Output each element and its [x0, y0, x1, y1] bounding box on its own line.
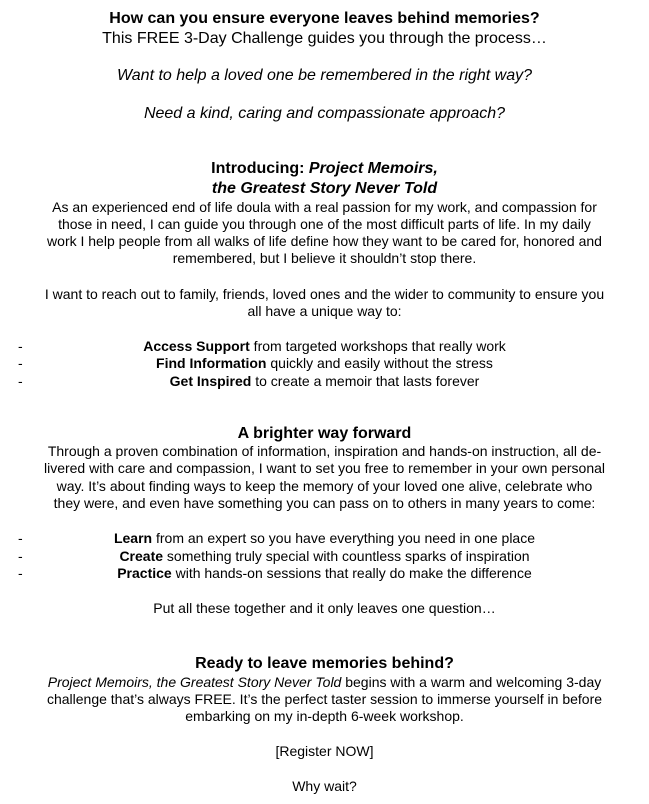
bullet-bold: Get Inspired [169, 373, 252, 389]
intro-paragraph-line: remembered, but I believe it shouldn’t stop there. [172, 250, 477, 266]
question-approach: Need a kind, caring and compassionate approach? [143, 105, 506, 122]
intro-heading-name-1: Project Memoirs, [308, 160, 438, 177]
why-wait-text: Why wait? [292, 778, 357, 794]
ready-project-name: Project Memoirs, the Greatest Story Never Told [47, 674, 342, 690]
bullet-dash: - [18, 530, 23, 546]
intro-paragraph-line: work I help people from all walks of life define how they want to be cared for, honored and [47, 233, 602, 249]
forward-paragraph-line: livered with care and compassion, I want to set you free to remember in your own personal [43, 460, 606, 476]
ready-paragraph-line: challenge that’s always FREE. It’s the perfect taster session to immerse yourself in before [46, 691, 603, 707]
list-item [0, 530, 649, 547]
ready-heading: Ready to leave memories behind? [195, 655, 454, 672]
ready-paragraph-line: embarking on my in-depth 6-week workshop. [185, 708, 464, 724]
page-subtitle: This FREE 3-Day Challenge guides you through the process… [102, 30, 547, 47]
forward-paragraph-line: they were, and even have something you can pass on to others in many years to come: [53, 495, 596, 511]
intro-paragraph-2-line: I want to reach out to family, friends, loved ones and the wider to community to ensure you [44, 286, 605, 302]
intro-paragraph-line: As an experienced end of life doula with a real passion for my work, and compassion for [52, 199, 597, 215]
bullet-bold: Learn [113, 530, 153, 546]
list-item [0, 355, 649, 372]
bullet-dash: - [18, 373, 23, 389]
ready-line-1-rest: begins with a warm and welcoming 3-day [341, 674, 602, 690]
list-item [0, 548, 649, 565]
intro-heading-line-2: the Greatest Story Never Told [211, 180, 438, 197]
intro-paragraph-line: those in need, I can guide you through one of the most difficult parts of life. In my daily [58, 216, 591, 232]
bullet-bold: Access Support [143, 338, 250, 354]
bullet-text: quickly and easily without the stress [266, 355, 493, 371]
bullet-text: from an expert so you have everything you need in one place [152, 530, 536, 546]
bullet-text: from targeted workshops that really work [249, 338, 506, 354]
bullet-dash: - [18, 565, 23, 581]
list-item [0, 338, 649, 355]
register-link[interactable]: [Register NOW] [275, 743, 374, 759]
bullet-text: with hands-on sessions that really do make the difference [171, 565, 532, 581]
intro-heading-line-1 [0, 159, 649, 178]
list-item [0, 373, 649, 390]
bullet-bold: Create [119, 548, 164, 564]
forward-heading: A brighter way forward [237, 425, 412, 442]
bullet-bold: Find Information [156, 355, 267, 371]
bullet-bold: Practice [117, 565, 172, 581]
intro-paragraph-2-line: all have a unique way to: [247, 303, 402, 319]
bullet-dash: - [18, 548, 23, 564]
bullet-dash: - [18, 338, 23, 354]
forward-closing: Put all these together and it only leaves one question… [153, 600, 496, 616]
question-remembered: Want to help a loved one be remembered in the right way? [116, 67, 533, 84]
page-title: How can you ensure everyone leaves behind memories? [109, 10, 540, 27]
bullet-dash: - [18, 355, 23, 371]
bullet-text: to create a memoir that lasts forever [251, 373, 480, 389]
forward-paragraph-line: way. It’s about finding ways to keep the memory of your loved one alive, celebrate who [56, 478, 593, 494]
list-item [0, 565, 649, 582]
bullet-text: something truly special with countless sparks of inspiration [163, 548, 530, 564]
forward-paragraph-line: Through a proven combination of information, inspiration and hands-on instruction, all de- [47, 443, 602, 459]
intro-heading-prefix: Introducing: [211, 160, 309, 177]
ready-paragraph-line [0, 674, 649, 691]
